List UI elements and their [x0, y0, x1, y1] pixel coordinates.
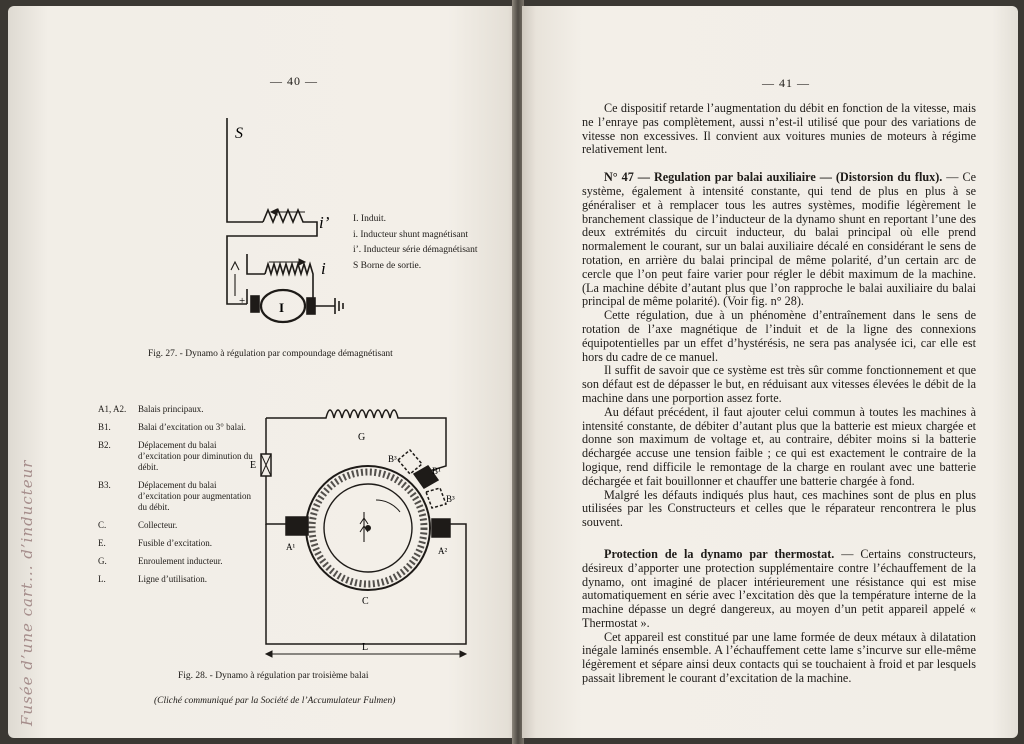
fig28-label-g: G — [358, 432, 366, 443]
fig27-diagram — [213, 114, 363, 324]
fig28-legend-row: B2. Déplacement du balai d’excitation pour diminution du débit. — [98, 440, 253, 472]
fig27-brush-left — [251, 296, 259, 312]
fig28-legend-row: G. Enroulement inducteur. — [98, 556, 223, 566]
fig28-label-a2: A² — [438, 546, 448, 556]
right-page — [522, 6, 1018, 738]
fig28-label-b1: B¹ — [432, 466, 441, 476]
section-heading-47: N° 47 — Regulation par balai auxiliaire — (Distorsion du flux). — [604, 170, 943, 185]
fig27-legend — [353, 212, 478, 274]
fig27-label-s: S — [235, 125, 243, 142]
fig28-label-e: E — [250, 460, 257, 471]
fig28-label-c: C — [362, 596, 369, 607]
fig28-field-coil — [266, 410, 446, 472]
fig27-legend-item: I. Induit. — [353, 214, 386, 224]
fig27-label-i: i — [321, 259, 326, 278]
fig27-label-armature: I — [279, 300, 285, 315]
fig27-legend-item: i. Inducteur shunt magnétisant — [353, 229, 469, 240]
page-number-right: — 41 — — [762, 76, 810, 90]
fig27-caption: Fig. 27. - Dynamo à régulation par compoundage démagnétisant — [148, 349, 393, 359]
fig28-legend-row: A1, A2. Balais principaux. — [98, 404, 204, 414]
fig28-brush-b3 — [426, 488, 446, 508]
fig27-label-i-prime: i’ — [319, 213, 330, 232]
paragraph: Au défaut précédent, il faut ajouter celui commun à toutes les machines à intensité constante, de débiter d’autant plus que la batterie est mieux chargée et donne son maximum de voltage et, au contraire, débiter moins si la batterie déchargée accuse une tension faible ; ce qui est exactement le contraire de la logique, rend difficile le remontage de la charge en roulant avec une batterie déchargée et fait bouillonner et chauffer une batterie chargée à fond. — [582, 404, 976, 488]
paragraph: — Ce système, également à intensité constante, qui tend de plus en plus à se généraliser et à remplacer tous les autres systèmes, modifie légèrement le branchement classique de l’inducteur de la dynamo shunt en reportant l’une des deux extrémités du circuit inducteur, du balai principal où elle prend normalement le courant, sur un balai auxiliaire décalé en considérant le sens de rotation, en arrière du balai principal de même polarité, d’un certain arc de cercle que l’on peut faire varier pour régler le débit maximum de la machine. (La machine débite d’autant plus que l’on rapproche le balai auxiliaire du balai principal de même polarité). (Voir fig. n° 28). — [582, 170, 976, 309]
fig27-series-coil — [227, 210, 317, 304]
paragraph: Il suffit de savoir que ce système est très sûr comme fonctionnement et que son défaut est de dépasser le but, en réduisant aux vitesses élevées le débit de la machine dans une porportion assez forte. — [582, 363, 976, 405]
left-page — [8, 6, 520, 738]
right-page-body — [582, 102, 976, 686]
fig28-legend-row: E. Fusible d’excitation. — [98, 538, 212, 548]
section-heading-thermostat: Protection de la dynamo par thermostat. — [604, 546, 835, 561]
fig28-label-l: L — [362, 642, 369, 653]
fig28-brush-a2 — [432, 519, 450, 537]
fig27-output-lead — [227, 118, 263, 222]
section-47-paragraph — [582, 171, 976, 309]
fig28-legend-row: B3. Déplacement du balai d’excitation pour augmentation du débit. — [98, 480, 251, 512]
fig28-brush-b2 — [398, 450, 422, 474]
fig27-legend-item: i’. Inducteur série démagnétisant — [353, 245, 478, 255]
fig28-legend — [98, 404, 258, 592]
fig28-caption: Fig. 28. - Dynamo à régulation par troisième balai — [178, 671, 369, 681]
fig28-label-a1: A¹ — [286, 542, 296, 552]
fig28-diagram — [246, 396, 476, 666]
handwritten-margin-note: Fusée d’une cart... d’inducteur — [18, 459, 36, 726]
fig27-legend-item: S Borne de sortie. — [353, 260, 422, 271]
paragraph: Cette régulation, due à un phénomène d’entraînement dans le sens de rotation de l’axe magnétique de l’induit et de la ligne des connexions équipotentielles par un effet d’hystérésis, ne sera pas analysée ici, car elle est hors du cadre de ce manuel. — [582, 308, 976, 364]
fig28-legend-row: C. Collecteur. — [98, 520, 178, 530]
paragraph: Ce dispositif retarde l’augmentation du débit en fonction de la vitesse, mais ne l’enraye pas complètement, aussi n’est-il utilisé que pour des variations de vitesse non excessives. Il convient aux voitures munies de moteurs à régime relativement lent. — [582, 101, 976, 157]
fig28-label-b2: B³ — [388, 454, 397, 464]
section-thermostat-paragraph — [582, 548, 976, 631]
fig28-credit: (Cliché communiqué par la Société de l’Accumulateur Fulmen) — [154, 696, 396, 706]
paragraph: Cet appareil est constitué par une lame formée de deux métaux à dilatation inégale laminés ensemble. A l’échauffement cette lame s’incurve sur elle-même légèrement et sépare ainsi deux contacts qui se touchaient à froid et par lesquels passait librement le courant d’excitation de la machine. — [582, 629, 976, 686]
fig27-shunt-coil — [265, 264, 313, 302]
fig28-legend-row: B1. Balai d’excitation ou 3° balai. — [98, 422, 246, 432]
fig27-label-plus: + — [239, 295, 246, 307]
fig28-label-b3: B³ — [446, 494, 455, 504]
fig27-brush-right — [307, 298, 315, 314]
fig28-legend-row: L. Ligne d’utilisation. — [98, 574, 207, 584]
page-number-left: — 40 — — [270, 74, 318, 88]
paragraph: Malgré les défauts indiqués plus haut, ces machines sont de plus en plus utilisées par les Constructeurs et celles que le réparateur rencontrera le plus souvent. — [582, 487, 976, 530]
fig27-ground — [335, 298, 343, 314]
paragraph: — Certains constructeurs, désireux d’apporter une protection supplémentaire contre l’échauffement de la dynamo, ont imaginé de placer intérieurement une résistance qui est mise automatiquement en série avec l’excitation dès que la température interne de la machine dépasse un degré dangereux, au moyen d’un petit appareil appelé « Thermostat ». — [582, 546, 976, 630]
fig28-brush-a1 — [286, 517, 308, 535]
